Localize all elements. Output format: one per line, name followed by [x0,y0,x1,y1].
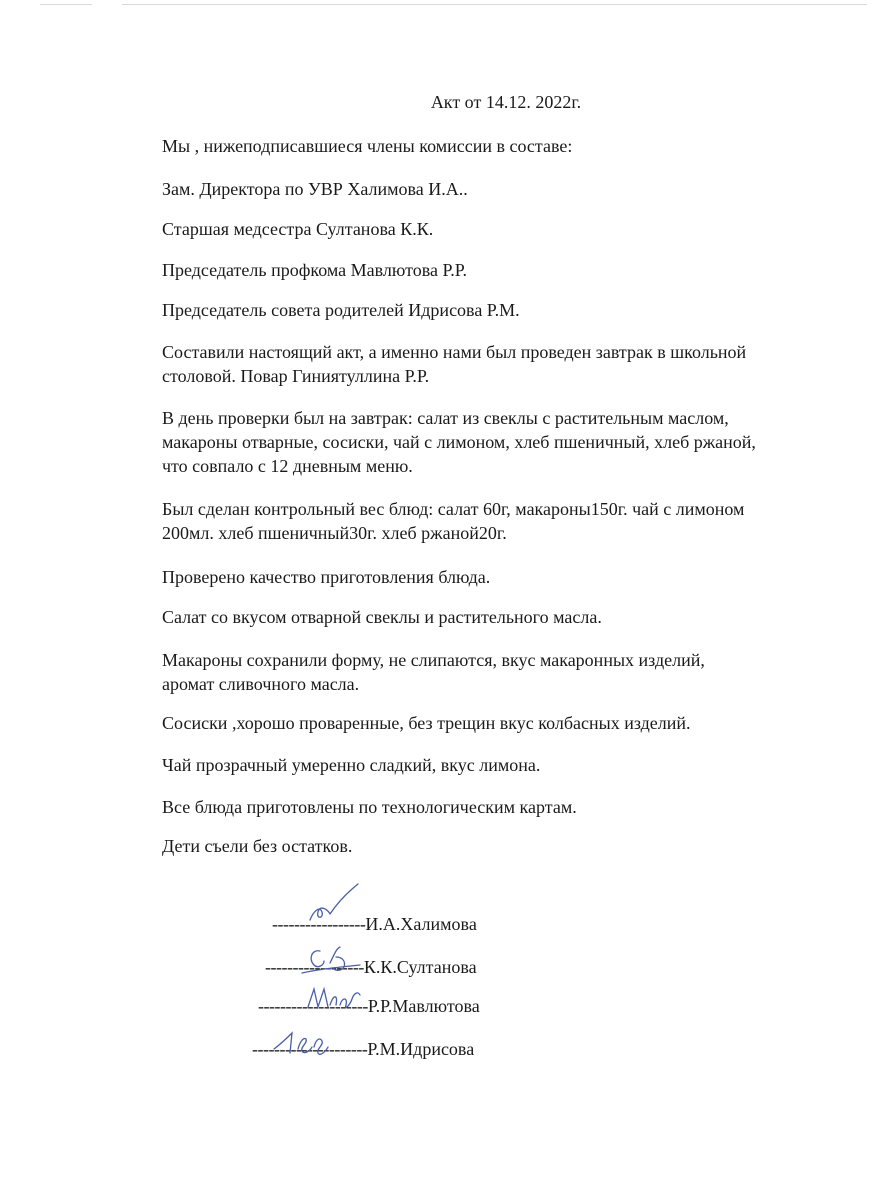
paragraph-commission-intro [162,134,842,158]
signatory-name: Р.М.Идрисова [367,1039,475,1059]
signatory-name: И.А.Халимова [365,914,477,934]
signature-dashes: ----------------- [272,914,366,934]
document-title: Акт от 14.12. 2022г. [430,92,582,112]
paragraph-breakfast-menu [162,406,842,478]
text-line: Дети съели без остатков. [162,836,353,856]
paragraph-pasta [162,648,842,696]
paragraph-quality-check [162,565,842,589]
text-line: Старшая медсестра Султанова К.К. [162,219,434,239]
text-line: Проверено качество приготовления блюда. [162,567,491,587]
text-line: макароны отварные, сосиски, чай с лимоном, хлеб пшеничный, хлеб ржаной, [162,432,756,452]
paragraph-leftovers [162,834,842,858]
text-line: Составили настоящий акт, а именно нами был проведен завтрак в школьной [162,342,747,362]
paragraph-member-2 [162,217,842,241]
handwritten-signature-idrisova [270,1025,340,1065]
paragraph-tea [162,753,842,777]
text-line: Макароны сохранили форму, не слипаются, вкус макаронных изделий, [162,650,705,670]
text-line: 200мл. хлеб пшеничный30г. хлеб ржаной20г. [162,523,507,543]
paragraph-control-weight [162,497,842,545]
signature-dashes: --------------------- [252,1039,368,1059]
text-line: что совпало с 12 дневным меню. [162,456,413,476]
text-line: Сосиски ,хорошо проваренные, без трещин вкус колбасных изделий. [162,713,691,733]
text-line: В день проверки был на завтрак: салат из свеклы с растительным маслом, [162,408,729,428]
paragraph-sausages [162,711,842,735]
paragraph-tech-cards [162,795,842,819]
paragraph-member-1 [162,177,842,201]
signature-dashes: ------------------ [265,957,364,977]
paragraph-act-statement [162,340,842,388]
paragraph-member-4 [162,298,842,322]
text-line: Председатель совета родителей Идрисова Р.М. [162,300,520,320]
handwritten-signature-mavlyutova [300,975,380,1025]
text-line: Чай прозрачный умеренно сладкий, вкус лимона. [162,755,541,775]
signatory-name: К.К.Султанова [363,957,477,977]
text-line: Мы , нижеподписавшиеся члены комиссии в составе: [162,136,573,156]
text-line: Председатель профкома Мавлютова Р.Р. [162,260,467,280]
signatory-name: Р.Р.Мавлютова [367,996,480,1016]
text-line: Зам. Директора по УВР Халимова И.А.. [162,179,468,199]
signature-dashes: -------------------- [258,996,368,1016]
paragraph-member-3 [162,258,842,282]
text-line: Салат со вкусом отварной свеклы и растительного масла. [162,607,602,627]
text-line: аромат сливочного масла. [162,674,360,694]
text-line: Все блюда приготовлены по технологическим картам. [162,797,577,817]
text-line: столовой. Повар Гиниятуллина Р.Р. [162,366,430,386]
text-line: Был сделан контрольный вес блюд: салат 60г, макароны150г. чай с лимоном [162,499,745,519]
paragraph-salad [162,605,842,629]
handwritten-signature-halimova [300,880,380,930]
